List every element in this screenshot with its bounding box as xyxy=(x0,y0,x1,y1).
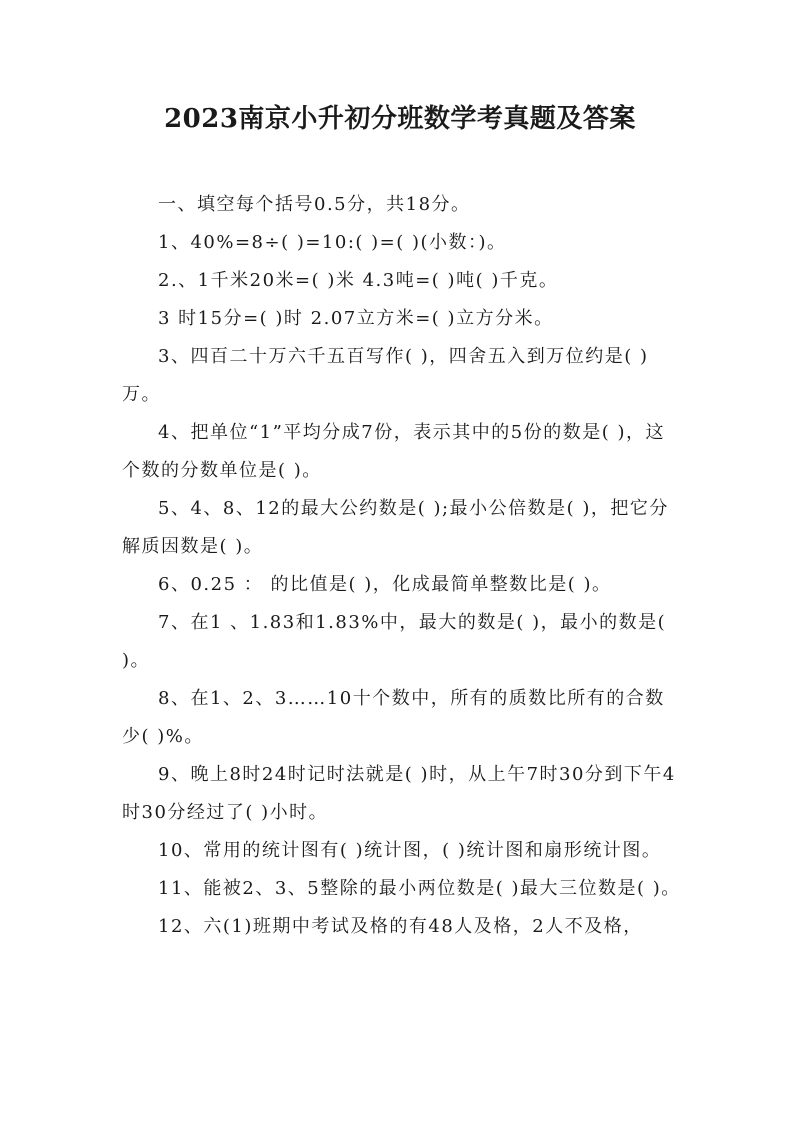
question-1: 1、40%=8÷( )=10:( )=( )(小数：)。 xyxy=(158,232,507,253)
question-4: 4、把单位“1”平均分成7份，表示其中的5份的数是( )，这个数的分数单位是( )。 xyxy=(122,422,665,481)
question-2-part-2: 3 时15分=( )时 2.07立方米=( )立方分米。 xyxy=(158,308,554,329)
question-3: 3、四百二十万六千五百写作( )，四舍五入到万位约是( )万。 xyxy=(122,346,649,405)
question-8: 8、在1、2、3……10十个数中，所有的质数比所有的合数少( )%。 xyxy=(122,688,665,747)
document-body xyxy=(122,186,682,946)
question-7: 7、在1 、1.83和1.83%中，最大的数是( )，最小的数是( )。 xyxy=(122,612,667,671)
question-9: 9、晚上8时24时记时法就是( )时，从上午7时30分到下午4时30分经过了( )小时。 xyxy=(122,764,676,823)
question-2-part-1: 2.、1千米20米=( )米 4.3吨=( )吨( )千克。 xyxy=(158,270,559,291)
question-6: 6、0.25 ： 的比值是( )，化成最简单整数比是( )。 xyxy=(158,574,612,595)
question-12: 12、六(1)班期中考试及格的有48人及格，2人不及格， xyxy=(158,916,643,937)
document-title: 2023南京小升初分班数学考真题及答案 xyxy=(164,104,636,134)
question-10: 10、常用的统计图有( )统计图，( )统计图和扇形统计图。 xyxy=(158,840,662,861)
question-11: 11、能被2、3、5整除的最小两位数是( )最大三位数是( )。 xyxy=(158,878,681,899)
question-5: 5、4、8、12的最大公约数是( );最小公倍数是( )，把它分解质因数是( )。 xyxy=(122,498,669,557)
section-heading: 一、填空每个括号0.5分，共18分。 xyxy=(158,194,471,215)
